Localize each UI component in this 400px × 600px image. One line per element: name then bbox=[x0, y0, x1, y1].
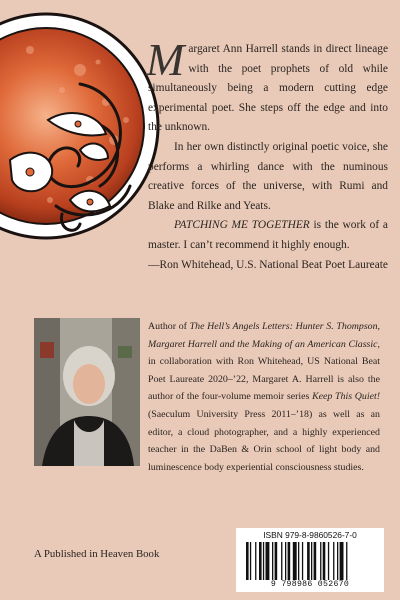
book-title: PATCHING ME TOGETHER bbox=[174, 219, 310, 232]
photo-spacer bbox=[34, 318, 148, 470]
blurb-paragraph-2: In her own distinctly original poetic voice, she performs a whirling dance with the numinous creative forces of the universe, with Rumi and Blake and Rilke and Yeats. bbox=[148, 140, 388, 212]
barcode bbox=[236, 528, 384, 592]
barcode-bars bbox=[244, 542, 376, 580]
blurb-attribution: —Ron Whitehead, U.S. National Beat Poet Laureate bbox=[148, 258, 388, 271]
isbn-text: ISBN 979-8-9860526-7-0 bbox=[263, 530, 357, 540]
bio-text-1: Author of bbox=[148, 321, 190, 332]
blurb-paragraph-1: argaret Ann Harrell stands in direct lineage with the poet prophets of old while simultaneously being a modern cutting edge experimental poet. She steps off the edge and into the unknown. bbox=[148, 43, 388, 134]
decorative-medallion bbox=[0, 10, 162, 242]
blurb-paragraph-3-text: is the work of a master. I can’t recommend it highly enough. bbox=[148, 219, 388, 251]
drop-cap: M bbox=[146, 34, 185, 85]
barcode-number: 9 798986 052670 bbox=[270, 580, 350, 589]
author-bio bbox=[34, 318, 380, 476]
bio-series-title: Keep This Quiet! bbox=[312, 391, 380, 403]
endorsement-blurb bbox=[146, 34, 388, 275]
publisher-line: A Published in Heaven Book bbox=[34, 548, 160, 560]
blurb-paragraph-3 bbox=[148, 216, 388, 255]
bio-text-3: (Saeculum University Press 2011–’18) as well as an editor, a cloud photographer, and a highly experienced teacher in the DaBen & Orin school of light body and luminescence body experiential consciousness studies. bbox=[148, 408, 380, 473]
bio-book-title: The Hell’s Angels Letters: Hunter S. Thompson, Margaret Harrell and the Making of an American Classic bbox=[148, 321, 381, 350]
bio-text-2: , in collaboration with Ron Whitehead, US National Beat Poet Laureate 2020–’22, Margaret A. Harrell is also the author of the four-volume memoir series bbox=[148, 338, 380, 403]
